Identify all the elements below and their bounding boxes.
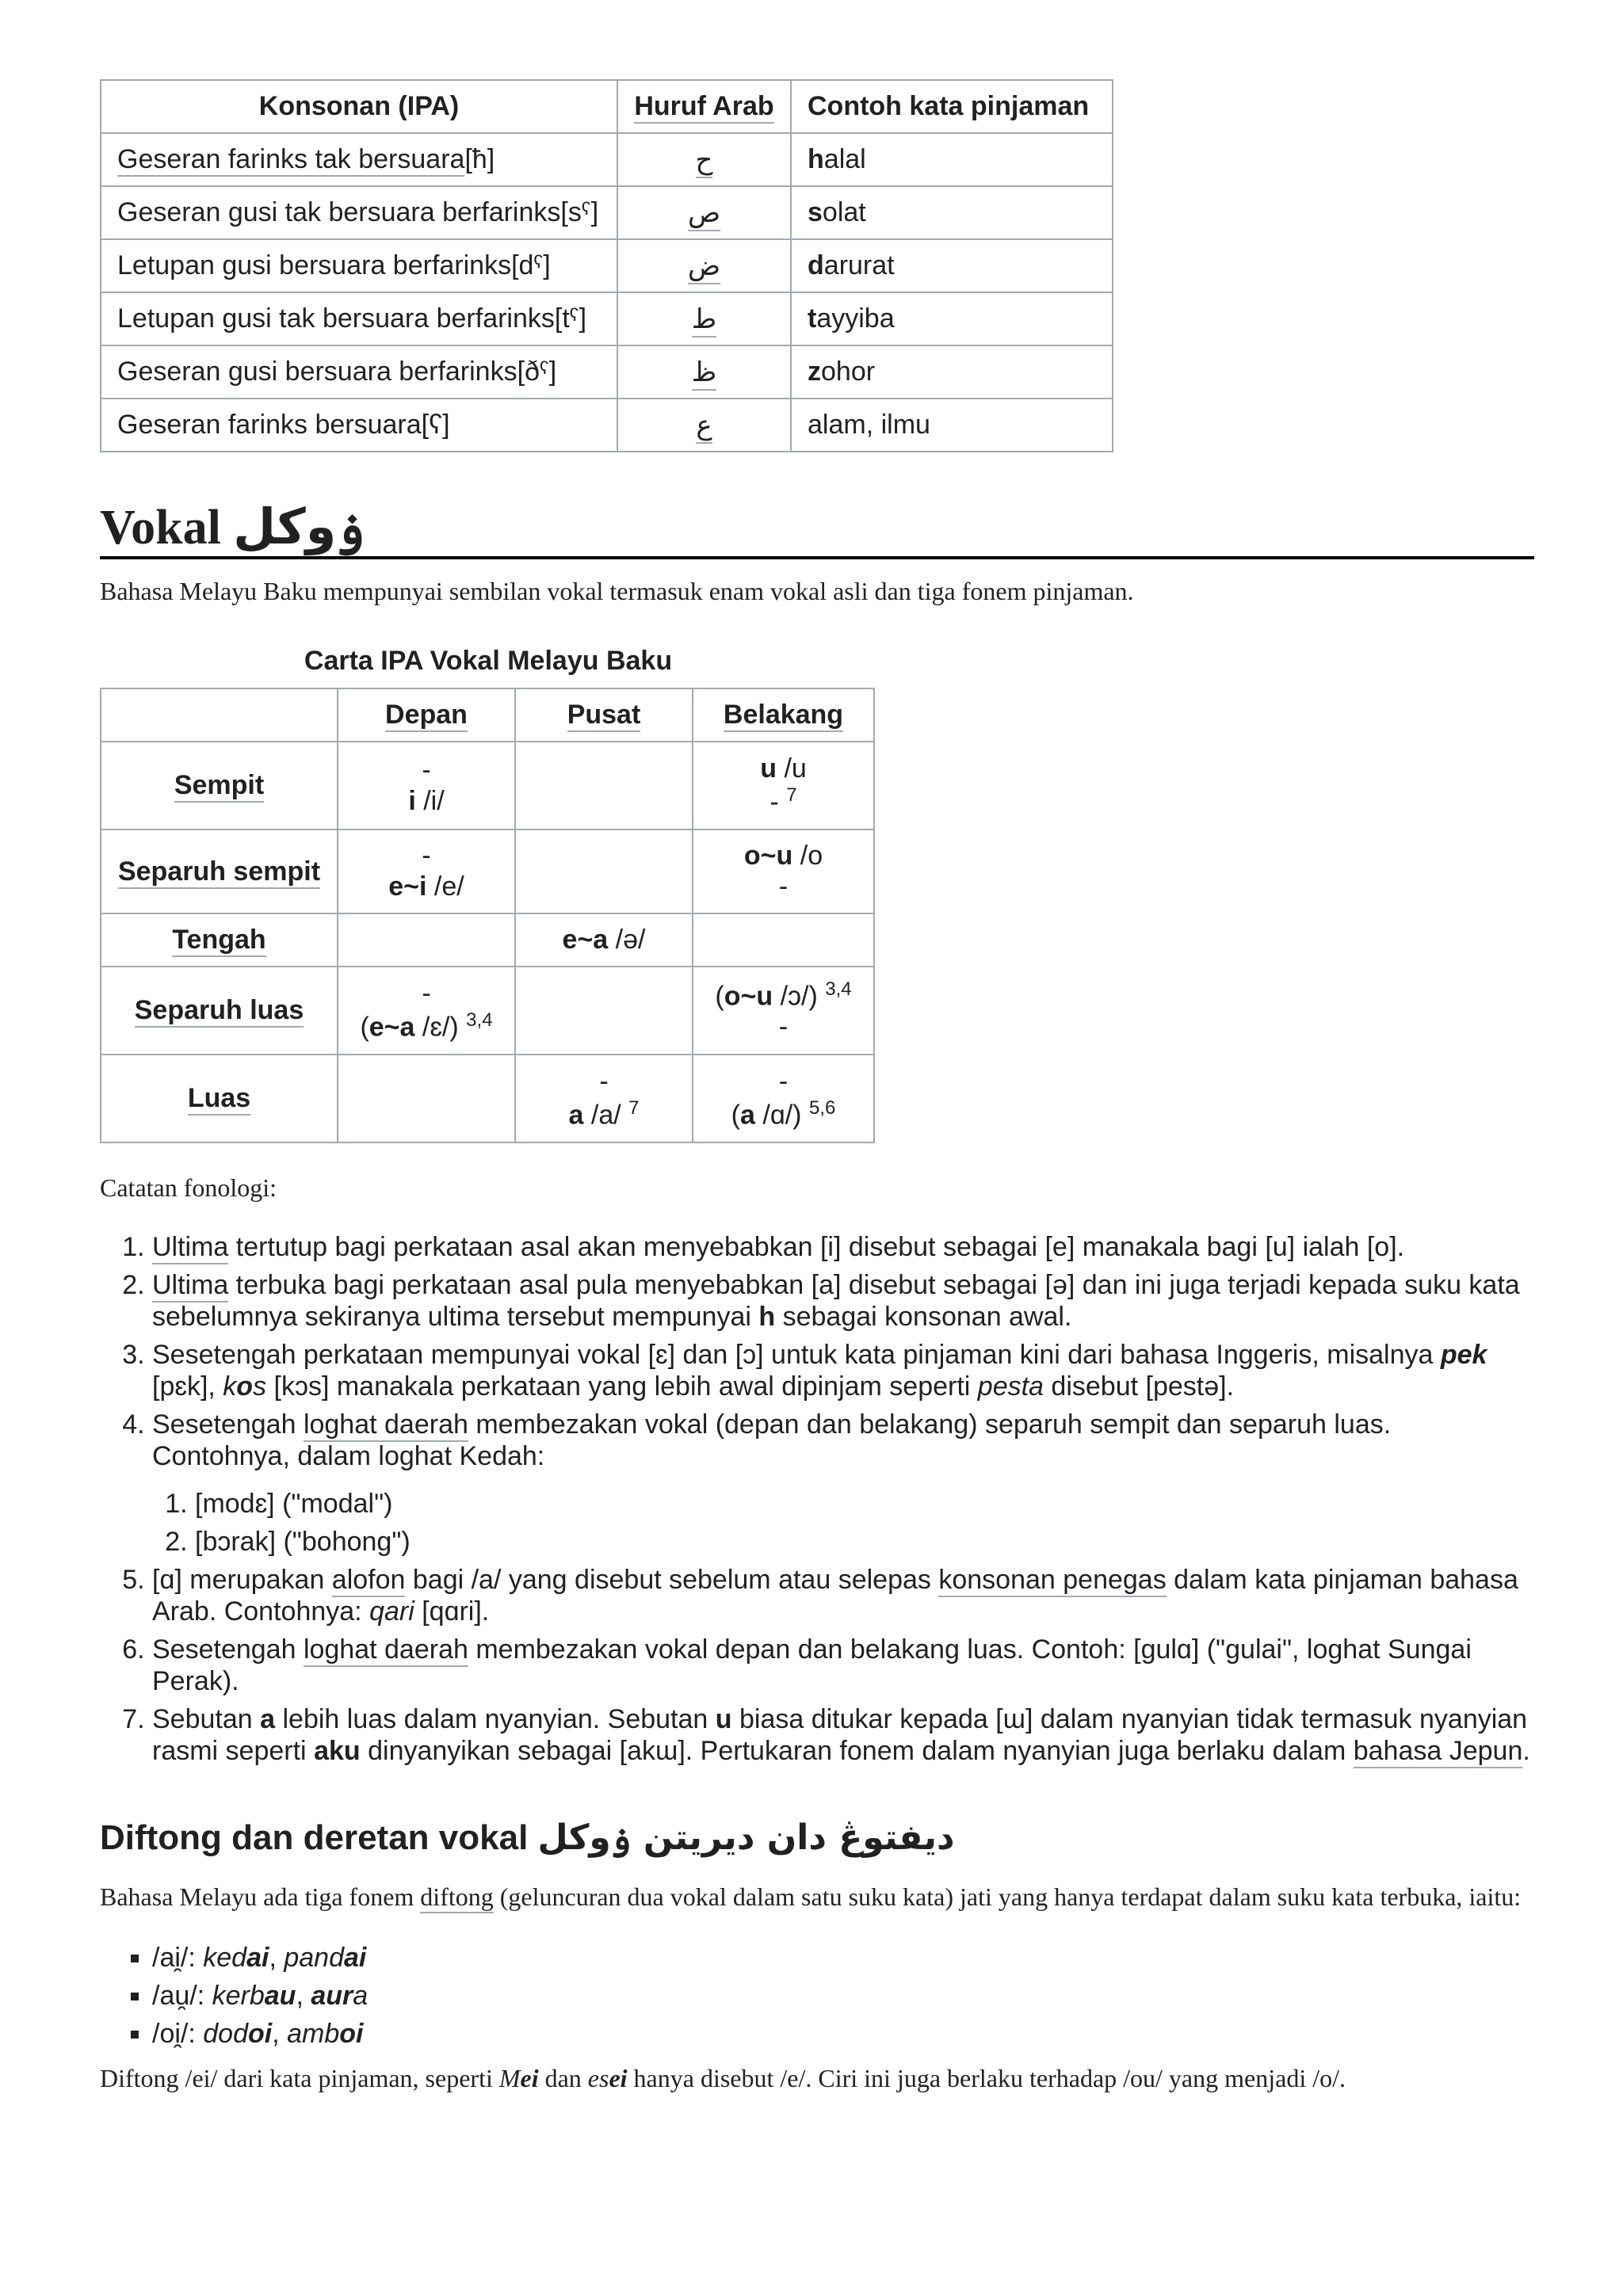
vowel-cell: (o~u /ɔ/) $^{3,4}$ - [693,967,874,1055]
table-row [101,1055,874,1142]
example-cell: solat [791,186,1113,239]
table-row [101,133,1113,186]
row-label-separuh-luas[interactable]: Separuh luas [101,967,338,1055]
list-item: 2. [bɔrak] ("bohong") [195,1526,1534,1558]
header-konsonan: Konsonan (IPA) [101,80,617,133]
row-label-luas[interactable]: Luas [101,1055,338,1142]
header-huruf-arab[interactable]: Huruf Arab [617,80,791,133]
list-item: ▪ /oi̯/: dodoi, amboi [152,2015,1534,2053]
row-label-tengah[interactable]: Tengah [101,913,338,967]
table-row [101,830,874,913]
ultima-link[interactable]: Ultima [152,1270,228,1302]
table-row [101,239,1113,292]
vowel-chart-table [100,688,875,1143]
vowel-cell: e~a /ə/ [515,913,693,967]
table-row [101,186,1113,239]
phonology-notes-list [100,1231,1534,1767]
arab-letter-cell[interactable]: ع [617,399,791,452]
konsonan-cell: Geseran farinks bersuara[ʕ] [101,399,617,452]
list-item: 7. Sebutan a lebih luas dalam nyanyian. Sebutan u biasa ditukar kepada [ɯ] dalam nyanyian tidak termasuk nyanyian rasmi seperti aku dinyanyikan sebagai [akɯ]. Pertukaran fonem dalam nyanyian juga berlaku dalam bahasa Jepun. [152,1703,1534,1767]
loghat-daerah-link[interactable]: loghat daerah [304,1409,468,1442]
header-belakang[interactable]: Belakang [693,688,874,742]
list-item: 6. Sesetengah loghat daerah membezakan vokal depan dan belakang luas. Contoh: [ɡulɑ] ("gulai", loghat Sungai Perak). [152,1634,1534,1697]
vowel-cell [515,742,693,830]
vowel-cell [515,830,693,913]
loghat-daerah-link[interactable]: loghat daerah [304,1634,468,1667]
vowel-cell [338,913,515,967]
diphthong-list [100,1939,1534,2053]
vowel-cell: - i /i/ [338,742,515,830]
table-row [101,913,874,967]
konsonan-cell: Geseran gusi tak bersuara berfarinks[sˤ] [101,186,617,239]
arab-letter-cell[interactable]: ظ [617,345,791,399]
vowel-cell: - a /a/ $^7$ [515,1055,693,1142]
example-cell: halal [791,133,1113,186]
article-content [100,79,1534,2093]
example-cell: alam, ilmu [791,399,1113,452]
vowel-cell [515,967,693,1055]
vowel-cell [693,913,874,967]
header-depan[interactable]: Depan [338,688,515,742]
table-row [101,345,1113,399]
example-cell: tayyiba [791,292,1113,345]
table-row [101,742,874,830]
alofon-link[interactable]: alofon [332,1565,406,1597]
table-row [101,292,1113,345]
arab-letter-cell[interactable]: ص [617,186,791,239]
vokal-intro: Bahasa Melayu Baku mempunyai sembilan vokal termasuk enam vokal asli dan tiga fonem pinjaman. [100,577,1134,606]
list-item: 3. Sesetengah perkataan mempunyai vokal [ɛ] dan [ɔ] untuk kata pinjaman kini dari bahasa Inggeris, misalnya pek [pɛk], kos [kɔs] manakala perkataan yang lebih awal dipinjam seperti pesta disebut [pestə]. [152,1339,1534,1402]
table-header-row [101,80,1113,133]
row-label-separuh-sempit[interactable]: Separuh sempit [101,830,338,913]
consonant-table [100,79,1113,452]
vokal-heading: Vokal ۏوکل [100,500,1534,559]
catatan-label: Catatan fonologi: [100,1173,277,1203]
list-item: 5. [ɑ] merupakan alofon bagi /a/ yang disebut sebelum atau selepas konsonan penegas dalam kata pinjaman bahasa Arab. Contohnya: qari [qɑri]. [152,1564,1534,1627]
konsonan-cell: Geseran gusi bersuara berfarinks[ðˤ] [101,345,617,399]
konsonan-cell: Letupan gusi tak bersuara berfarinks[tˤ] [101,292,617,345]
list-item: ▪ /ai̯/: kedai, pandai [152,1939,1534,1977]
table-row [101,967,874,1055]
diftong-heading: Diftong dan deretan vokal ديفتوڠ دان ديريتن ۏوکل [100,1817,955,1859]
konsonan-cell: Letupan gusi bersuara berfarinks[dˤ] [101,239,617,292]
konsonan-penegas-link[interactable]: konsonan penegas [938,1565,1166,1597]
diftong-intro: Bahasa Melayu ada tiga fonem diftong (geluncuran dua vokal dalam satu suku kata) jati yang hanya terdapat dalam suku kata terbuka, iaitu: [100,1875,1534,1918]
corner-cell [101,688,338,742]
header-contoh: Contoh kata pinjaman [791,80,1113,133]
header-pusat[interactable]: Pusat [515,688,693,742]
list-item: ▪ /au̯/: kerbau, aura [152,1977,1534,2015]
arab-letter-cell[interactable]: ض [617,239,791,292]
vowel-cell: - (a /ɑ/) $^{5,6}$ [693,1055,874,1142]
list-item: 2. Ultima terbuka bagi perkataan asal pula menyebabkan [a] disebut sebagai [ə] dan ini juga terjadi kepada suku kata sebelumnya sekiranya ultima tersebut mempunyai h sebagai konsonan awal. [152,1269,1534,1333]
example-cell: darurat [791,239,1113,292]
table-header-row [101,688,874,742]
vowel-cell: o~u /o - [693,830,874,913]
list-item: 4. Sesetengah loghat daerah membezakan vokal (depan dan belakang) separuh sempit dan separuh luas. Contohnya, dalam loghat Kedah: 1. [modɛ] ("modal") 2. [bɔrak] ("bohong") [152,1409,1534,1558]
table-row [101,399,1113,452]
diftong-link[interactable]: diftong [420,1882,493,1913]
arab-letter-cell[interactable]: ح [617,133,791,186]
arab-letter-cell[interactable]: ط [617,292,791,345]
bahasa-jepun-link[interactable]: bahasa Jepun [1354,1736,1523,1768]
vowel-chart-caption: Carta IPA Vokal Melayu Baku [304,646,673,677]
example-cell: zohor [791,345,1113,399]
vowel-cell [338,1055,515,1142]
list-item: 1. [modɛ] ("modal") [195,1488,1534,1520]
ultima-link[interactable]: Ultima [152,1232,228,1264]
vowel-cell: - e~i /e/ [338,830,515,913]
konsonan-cell[interactable]: Geseran farinks tak bersuara[ħ] [101,133,617,186]
kedah-examples-list [152,1488,1534,1558]
diftong-note: Diftong /ei/ dari kata pinjaman, seperti Mei dan esei hanya disebut /e/. Ciri ini juga berlaku terhadap /ou/ yang menjadi /o/. [100,2064,1346,2093]
list-item: 1. Ultima tertutup bagi perkataan asal akan menyebabkan [i] disebut sebagai [e] manakala bagi [u] ialah [o]. [152,1231,1534,1263]
row-label-sempit[interactable]: Sempit [101,742,338,830]
vowel-cell: u /u - $^7$ [693,742,874,830]
vowel-cell: - (e~a /ɛ/) $^{3,4}$ [338,967,515,1055]
